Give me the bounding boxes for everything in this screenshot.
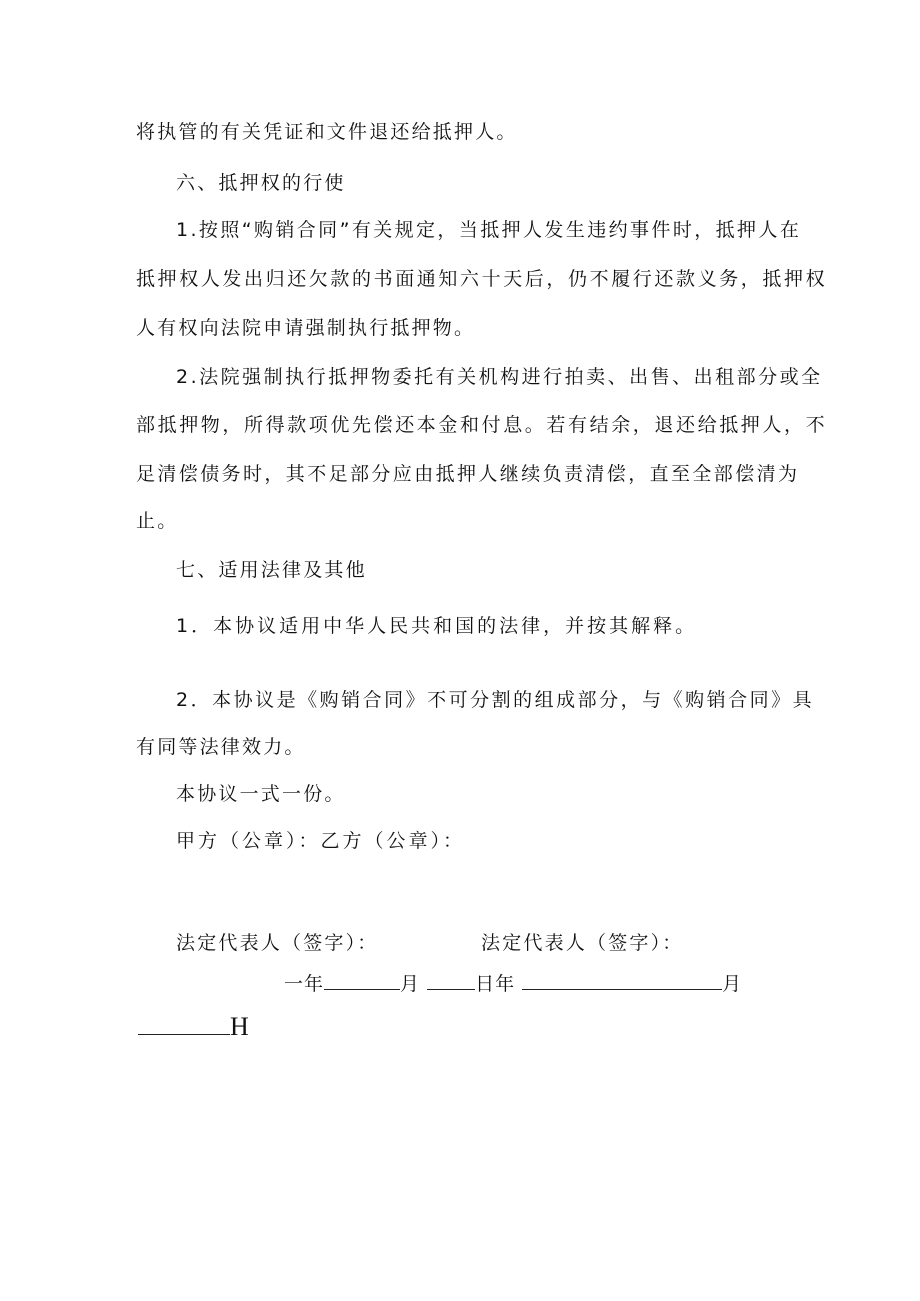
date-day-year-label: 日年 bbox=[475, 973, 516, 995]
trailing-character: H bbox=[230, 1012, 249, 1041]
paragraph-line: 有同等法律效力。 bbox=[136, 736, 306, 758]
paragraph-line: 2．本协议是《购销合同》不可分割的组成部分，与《购销合同》具 bbox=[176, 689, 815, 711]
party-a-representative: 法定代表人（签字）： bbox=[176, 932, 379, 954]
date-line bbox=[284, 969, 764, 996]
paragraph-line: 将执管的有关凭证和文件退还给抵押人。 bbox=[136, 121, 518, 143]
date-month-label-2: 月 bbox=[722, 973, 743, 995]
party-b-representative: 法定代表人（签字）： bbox=[481, 932, 684, 954]
month-blank bbox=[324, 969, 400, 990]
paragraph-line: 人有权向法院申请强制执行抵押物。 bbox=[136, 317, 476, 339]
party-seal-line: 甲方（公章）：乙方（公章）： bbox=[176, 830, 466, 852]
paragraph-line: 止。 bbox=[136, 510, 179, 532]
trailing-line bbox=[138, 1014, 338, 1041]
paragraph-line: 部抵押物，所得款项优先偿还本金和付息。若有结余，退还给抵押人，不 bbox=[136, 414, 828, 436]
date-year-label: 一年 bbox=[284, 973, 325, 995]
section-heading: 六、抵押权的行使 bbox=[176, 172, 346, 194]
paragraph-line: 2.法院强制执行抵押物委托有关机构进行拍卖、出售、出租部分或全 bbox=[176, 366, 823, 388]
paragraph-line: 足清偿债务时，其不足部分应由抵押人继续负责清偿，直至全部偿清为 bbox=[136, 463, 800, 485]
date-month-label: 月 bbox=[400, 973, 421, 995]
month-blank-2 bbox=[522, 969, 722, 990]
signature-blank bbox=[138, 1014, 230, 1035]
paragraph-line: 1．本协议适用中华人民共和国的法律，并按其解释。 bbox=[176, 615, 698, 637]
paragraph-line: 1.按照“购销合同”有关规定，当抵押人发生违约事件时，抵押人在 bbox=[176, 219, 802, 241]
paragraph-line: 本协议一式一份。 bbox=[176, 783, 346, 805]
paragraph-line: 抵押权人发出归还欠款的书面通知六十天后，仍不履行还款义务，抵押权 bbox=[136, 268, 828, 290]
section-heading: 七、适用法律及其他 bbox=[176, 559, 367, 581]
day-blank bbox=[427, 969, 475, 990]
